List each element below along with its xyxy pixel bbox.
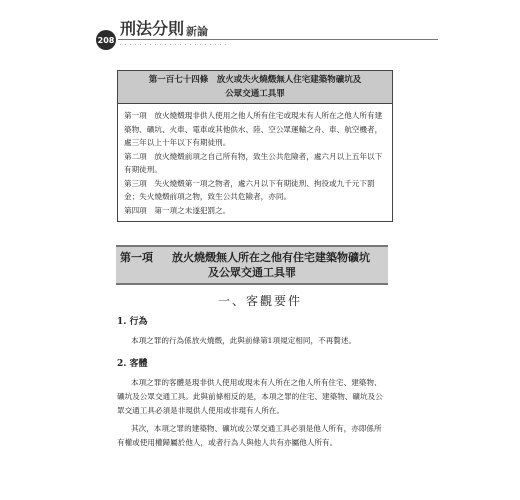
section-title-line1: 放火燒燬無人所在之他有住宅建築物礦坑 bbox=[172, 251, 370, 264]
paragraph-act: 本項之罪的行為係放火燒燬，此與前條第1項規定相同，不再贅述。 bbox=[131, 336, 357, 345]
paragraph-object-2: 其次，本項之罪的建築物、礦坑或公眾交通工具必須是他人所有，亦即係所有權或使用權歸屬於他人，或者行為人與他人共有亦屬他人所有。 bbox=[117, 424, 382, 447]
chapter-heading: 一、客觀要件 bbox=[217, 294, 302, 308]
statute-title-line2: 公眾交通工具罪 bbox=[225, 89, 285, 99]
statute-title-line1: 第一百七十四條 放火或失火燒燬無人住宅建築物礦坑及 bbox=[148, 75, 362, 85]
statute-paragraph-1: 第一項 放火燒燬現非供人使用之他人所有住宅或現未有人所在之他人所有建築物、礦坑、火車、電車或其他供水、陸、空公眾運輸之舟、車、航空機者，處三年以上十年以下有期徒刑。 bbox=[124, 111, 383, 147]
section-label: 第一項 bbox=[120, 251, 153, 264]
page-number: 208 bbox=[96, 30, 116, 50]
subsection-heading-object: 2. 客體 bbox=[117, 359, 148, 369]
statute-paragraph-4: 第四項 第一項之未遂犯罰之。 bbox=[124, 205, 231, 215]
statute-box bbox=[117, 70, 393, 222]
section-title-box bbox=[116, 245, 388, 285]
subsection-heading-act: 1. 行為 bbox=[117, 317, 148, 327]
statute-title bbox=[118, 71, 392, 104]
statute-body bbox=[118, 104, 392, 221]
statute-paragraph-3: 第三項 失火燒燬第一項之物者，處六月以下有期徒刑、拘役或九千元下罰金；失火燒燬前項之物，致生公共危險者，亦同。 bbox=[124, 178, 375, 201]
header-dot-pattern bbox=[118, 42, 228, 48]
book-title: 刑法分則 bbox=[120, 19, 185, 38]
page-header bbox=[0, 0, 520, 50]
section-title-line2: 及公眾交通工具罪 bbox=[208, 266, 296, 279]
statute-paragraph-2: 第二項 放火燒燬前項之自己所有物，致生公共危險者，處六月以上五年以下有期徒刑。 bbox=[124, 151, 383, 174]
paragraph-object-1: 本項之罪的客體是現非供人使用或現未有人所在之他人所有住宅、建築物、礦坑及公眾交通工具。此與前條相反的是，本項之罪的住宅、建築物、礦坑及公眾交通工具必須是非現供人使用或非現有人所在。 bbox=[117, 378, 383, 415]
book-subtitle: 新論 bbox=[186, 25, 208, 38]
header-rule bbox=[118, 39, 438, 40]
